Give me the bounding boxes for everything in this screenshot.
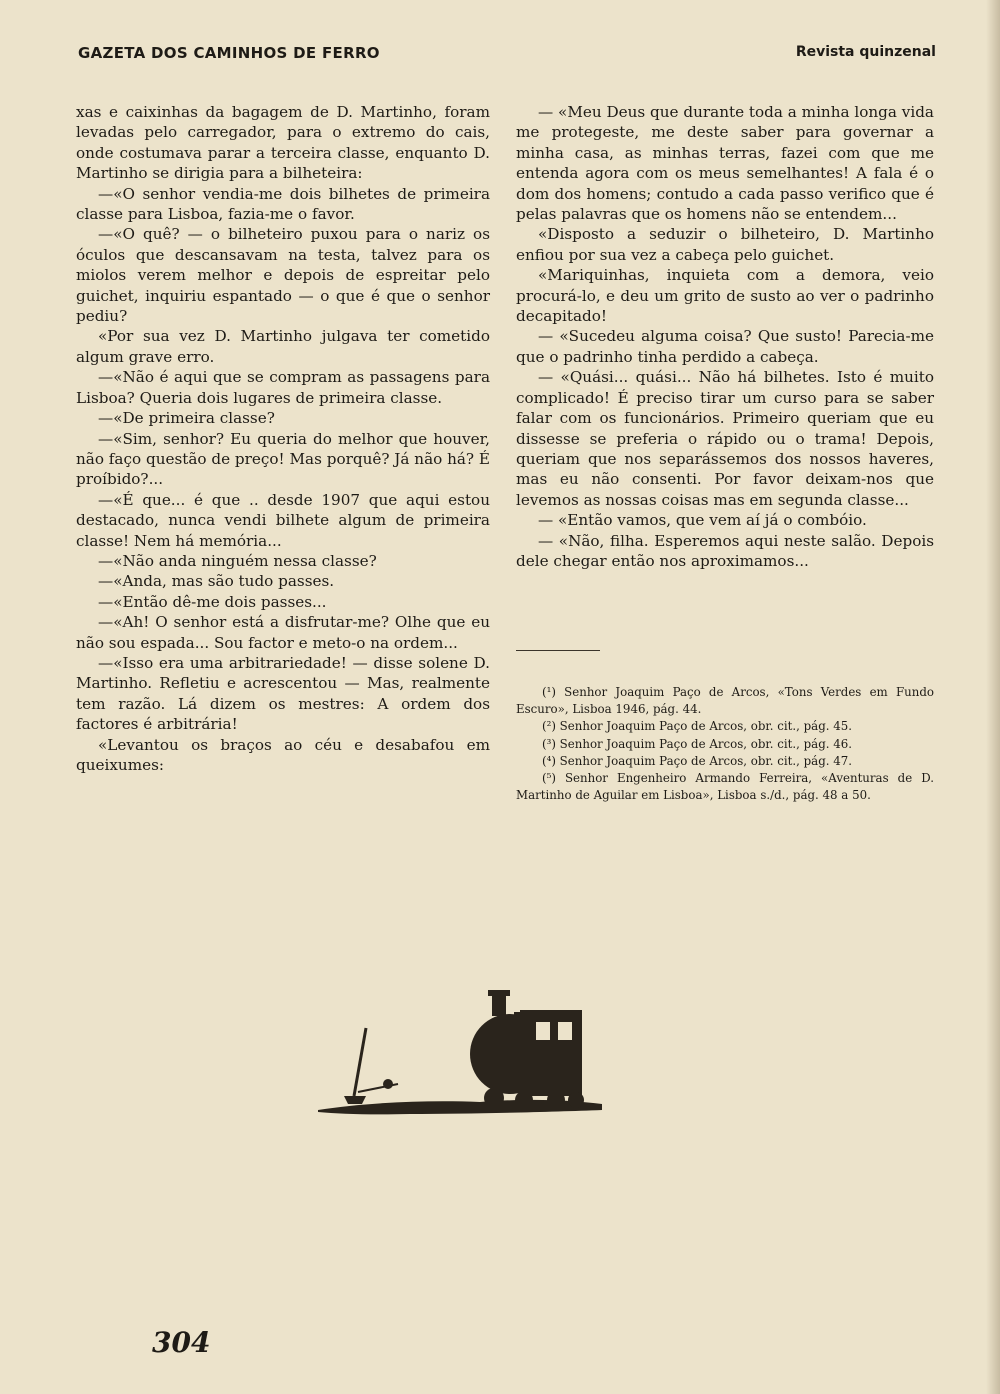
paragraph: —«Anda, mas são tudo passes. — [98, 572, 335, 591]
footnote: (⁵) Senhor Engenheiro Armando Ferreira, «Aventuras de D. Martinho de Aguilar em Lisboa», Lisboa s./d., pág. 48 a 50. — [516, 771, 934, 803]
paragraph: —«O senhor vendia-me dois bilhetes de primeira classe para Lisboa, fazia-me o favor. — [76, 184, 490, 224]
paragraph: —«Então dê-me dois passes... — [98, 592, 327, 611]
paragraph: «Levantou os braços ao céu e desabafou em queixumes: — [76, 735, 490, 774]
paragraph: —«Não é aqui que se compram as passagens para Lisboa? Queria dois lugares de primeira classe. — [76, 368, 490, 407]
footnote-rule — [516, 650, 600, 651]
publication-title: GAZETA DOS CAMINHOS DE FERRO — [78, 44, 380, 62]
paragraph: — «Sucedeu alguma coisa? Que susto! Parecia-me que o padrinho tinha perdido a cabeça. — [516, 327, 934, 366]
page-number: 304 — [152, 1326, 211, 1359]
paragraph: —«Sim, senhor? Eu queria do melhor que houver, não faço questão de preço! Mas porquê? Já não há? É proíbido?... — [76, 429, 490, 489]
paragraph: «Disposto a seduzir o bilheteiro, D. Martinho enfiou por sua vez a cabeça pelo guichet. — [516, 225, 934, 264]
footnote: (¹) Senhor Joaquim Paço de Arcos, «Tons Verdes em Fundo Escuro», Lisboa 1946, pág. 44. — [516, 685, 934, 717]
publication-subtitle: Revista quinzenal — [795, 44, 936, 60]
paragraph: —«É que... é que .. desde 1907 que aqui estou destacado, nunca vendi bilhete algum de primeira classe! Nem há memória... — [76, 490, 490, 550]
paragraph: — «Não, filha. Esperemos aqui neste salão. Depois dele chegar então nos aproximamos... — [516, 531, 934, 570]
paragraph: —«Ah! O senhor está a disfrutar-me? Olhe que eu não sou espada... Sou factor e meto-o na ordem... — [76, 613, 490, 652]
left-column — [76, 102, 490, 775]
paragraph: «Por sua vez D. Martinho julgava ter cometido algum grave erro. — [76, 327, 490, 366]
paragraph: «Mariquinhas, inquieta com a demora, veio procurá-lo, e deu um grito de susto ao ver o padrinho decapitado! — [516, 266, 934, 326]
paragraph: —«Não anda ninguém nessa classe? — [98, 551, 377, 570]
locomotive-and-lever-icon — [310, 984, 610, 1120]
paragraph: — «Quási... quási... Não há bilhetes. Isto é muito complicado! É preciso tirar um curso para se saber falar com os funcionários. Primeiro queriam que eu dissesse se preferia o rápido ou o trama! Depois, queriam que nos separássemos dos nossos haveres, mas eu não consenti. Por favor deixam-nos que levemos as nossas coisas mas em segunda classe... — [516, 368, 934, 509]
footnote: (³) Senhor Joaquim Paço de Arcos, obr. cit., pág. 46. — [542, 736, 853, 751]
footnote: (²) Senhor Joaquim Paço de Arcos, obr. cit., pág. 45. — [542, 719, 853, 734]
right-column — [516, 102, 934, 571]
footnotes — [516, 684, 934, 804]
paragraph: —«De primeira classe? — [98, 409, 275, 428]
footnote: (⁴) Senhor Joaquim Paço de Arcos, obr. cit., pág. 47. — [542, 753, 853, 768]
paragraph: xas e caixinhas da bagagem de D. Martinho, foram levadas pelo carregador, para o extremo do cais, onde costumava parar a terceira classe, enquanto D. Martinho se dirigia para a bilheteira: — [76, 103, 490, 183]
paragraph: —«Isso era uma arbitrariedade! — disse solene D. Martinho. Refletiu e acrescentou — Mas, realmente tem razão. Lá dizem os mestres: A ordem dos factores é arbitrária! — [76, 653, 490, 734]
running-header — [78, 44, 936, 66]
page-edge-shadow — [986, 0, 1000, 1394]
paragraph: — «Então vamos, que vem aí já o combóio. — [538, 511, 867, 530]
paragraph: —«O quê? — o bilheteiro puxou para o nariz os óculos que descansavam na testa, talvez para os miolos verem melhor e depois de espreitar pelo guichet, inquiriu espantado — o que é que o senhor pediu? — [76, 225, 490, 326]
paragraph: — «Meu Deus que durante toda a minha longa vida me protegeste, me deste saber para governar a minha casa, as minhas terras, fazei com que me entenda agora com os meus semelhantes! A fala é o dom dos homens; contudo a cada passo verifico que é pelas palavras que os homens não se entendem... — [516, 103, 934, 224]
